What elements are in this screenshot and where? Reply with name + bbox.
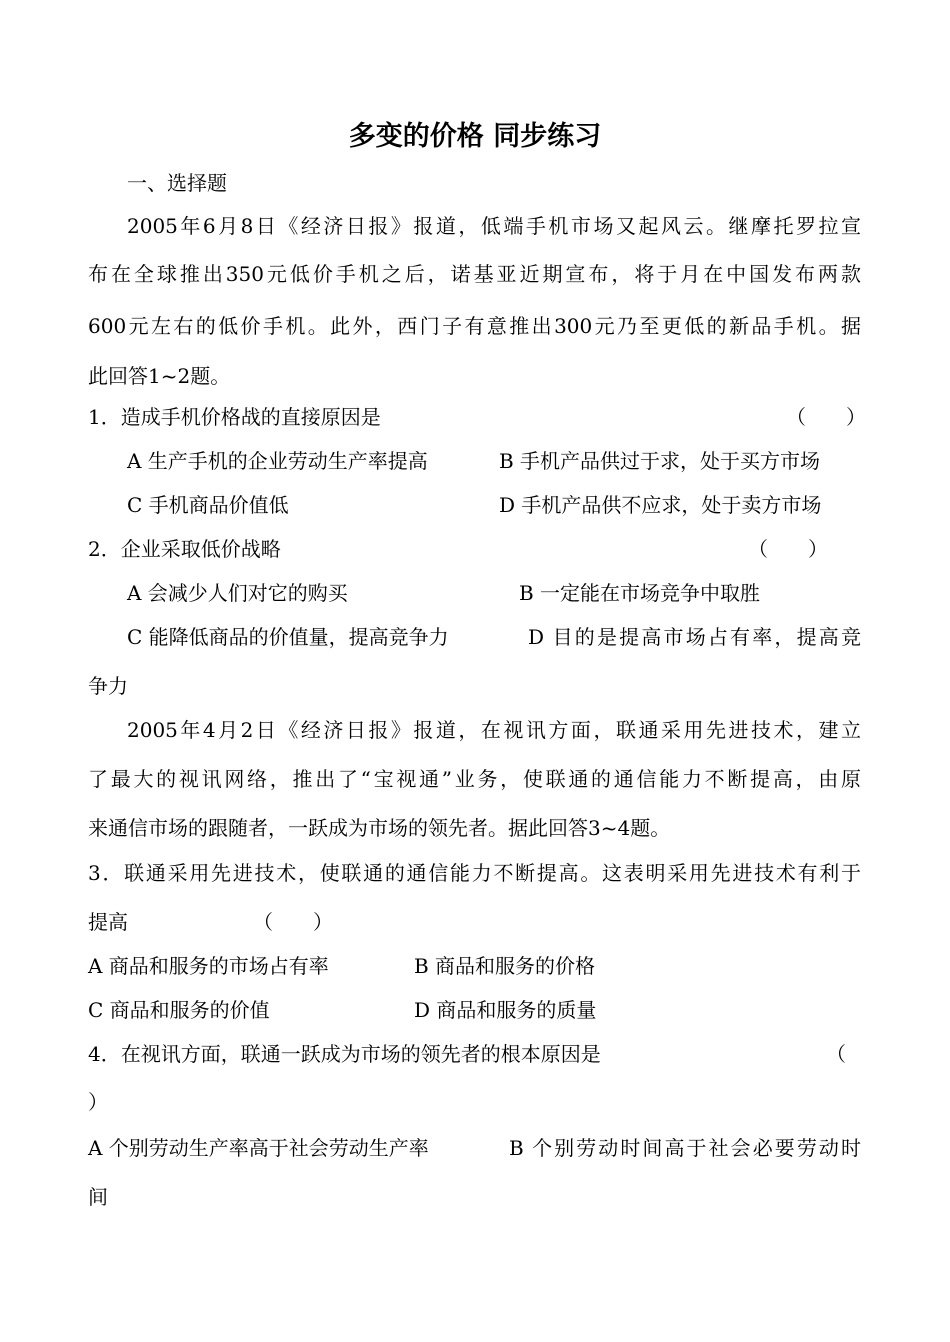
q4-answer-blank-open: （ bbox=[826, 1042, 846, 1066]
passage-2-line-3: 来通信市场的跟随者，一跃成为市场的领先者。据此回答3~4题。 bbox=[88, 816, 671, 840]
q3-option-c: C 商品和服务的价值 bbox=[88, 998, 270, 1022]
passage-1-line-4: 此回答1~2题。 bbox=[88, 364, 231, 388]
q4-answer-blank-close: ） bbox=[88, 1090, 108, 1114]
q1-stem: 1．造成手机价格战的直接原因是 bbox=[88, 405, 381, 429]
passage-1-line-1: 2005年6月8日《经济日报》报道，低端手机市场又起风云。继摩托罗拉宣 bbox=[127, 214, 861, 238]
q1-answer-blank: （ ） bbox=[786, 405, 866, 429]
q3-stem-line-1: 3．联通采用先进技术，使联通的通信能力不断提高。这表明采用先进技术有利于 bbox=[88, 861, 861, 885]
page-title: 多变的价格 同步练习 bbox=[348, 121, 602, 152]
passage-1-line-3: 600元左右的低价手机。此外，西门子有意推出300元乃至更低的新品手机。据 bbox=[88, 314, 861, 338]
q2-option-d-continued: 争力 bbox=[88, 674, 128, 698]
q3-stem-line-2: 提高 bbox=[88, 910, 128, 934]
q1-option-b: B 手机产品供过于求，处于买方市场 bbox=[499, 449, 821, 473]
q2-stem: 2．企业采取低价战略 bbox=[88, 537, 281, 561]
q4-option-b-continued: 间 bbox=[88, 1185, 108, 1209]
q2-option-d: D 目的是提高市场占有率，提高竞 bbox=[528, 625, 861, 649]
section-heading: 一、选择题 bbox=[127, 171, 227, 195]
passage-2-line-2: 了最大的视讯网络，推出了“宝视通”业务，使联通的通信能力不断提高，由原 bbox=[88, 767, 861, 791]
q2-option-a: A 会减少人们对它的购买 bbox=[127, 581, 348, 605]
q4-option-a: A 个别劳动生产率高于社会劳动生产率 bbox=[88, 1136, 429, 1160]
q3-option-d: D 商品和服务的质量 bbox=[414, 998, 597, 1022]
q3-option-a: A 商品和服务的市场占有率 bbox=[88, 954, 329, 978]
q1-option-d: D 手机产品供不应求，处于卖方市场 bbox=[499, 493, 822, 517]
q3-answer-blank: （ ） bbox=[253, 910, 333, 934]
q2-option-b: B 一定能在市场竞争中取胜 bbox=[519, 581, 761, 605]
q2-option-c: C 能降低商品的价值量，提高竞争力 bbox=[127, 625, 449, 649]
q1-option-c: C 手机商品价值低 bbox=[127, 493, 289, 517]
passage-1-line-2: 布在全球推出350元低价手机之后，诺基亚近期宣布，将于月在中国发布两款 bbox=[88, 262, 861, 286]
q4-option-b: B 个别劳动时间高于社会必要劳动时 bbox=[509, 1136, 861, 1160]
q1-option-a: A 生产手机的企业劳动生产率提高 bbox=[127, 449, 428, 473]
q2-answer-blank: （ ） bbox=[748, 537, 828, 561]
q3-option-b: B 商品和服务的价格 bbox=[414, 954, 596, 978]
passage-2-line-1: 2005年4月2日《经济日报》报道，在视讯方面，联通采用先进技术，建立 bbox=[127, 718, 861, 742]
q4-stem: 4．在视讯方面，联通一跃成为市场的领先者的根本原因是 bbox=[88, 1042, 601, 1066]
